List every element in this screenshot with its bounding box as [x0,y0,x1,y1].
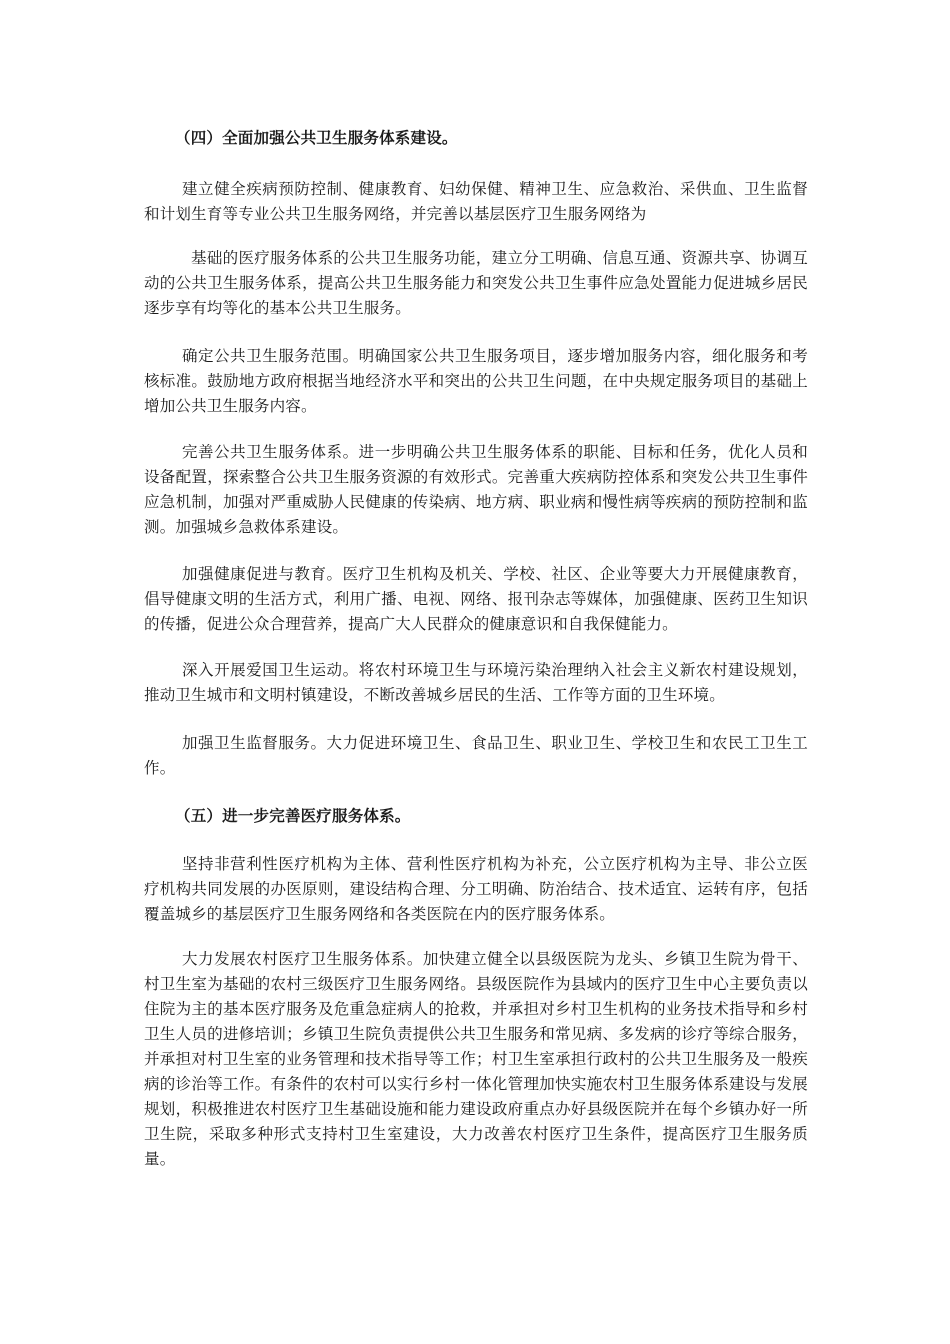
paragraph-patriotic-health-campaign: 深入开展爱国卫生运动。将农村环境卫生与环境污染治理纳入社会主义新农村建设规划，推动卫生城市和文明村镇建设，不断改善城乡居民的生活、工作等方面的卫生环境。 [144,661,808,704]
paragraph-medical-service-principle: 坚持非营利性医疗机构为主体、营利性医疗机构为补充，公立医疗机构为主导、非公立医疗机构共同发展的办医原则，建设结构合理、分工明确、防治结合、技术适宜、运转有序，包括覆盖城乡的基层医疗卫生服务网络和各类医院在内的医疗服务体系。 [144,855,808,923]
paragraph-health-education: 加强健康促进与教育。医疗卫生机构及机关、学校、社区、企业等要大力开展健康教育，倡导健康文明的生活方式，利用广播、电视、网络、报刊杂志等媒体，加强健康、医药卫生知识的传播，促进公众合理营养，提高广大人民群众的健康意识和自我保健能力。 [144,565,808,633]
paragraph-health-networks: 建立健全疾病预防控制、健康教育、妇幼保健、精神卫生、应急救治、采供血、卫生监督和计划生育等专业公共卫生服务网络，并完善以基层医疗卫生服务网络为 [144,180,808,223]
paragraph-health-supervision: 加强卫生监督服务。大力促进环境卫生、食品卫生、职业卫生、学校卫生和农民工卫生工作。 [144,734,808,777]
section-heading-4: （四）全面加强公共卫生服务体系建设。 [175,128,458,147]
paragraph-improve-system: 完善公共卫生服务体系。进一步明确公共卫生服务体系的职能、目标和任务，优化人员和设备配置，探索整合公共卫生服务资源的有效形式。完善重大疾病防控体系和突发公共卫生事件应急机制，加强对严重威胁人民健康的传染病、地方病、职业病和慢性病等疾病的预防控制和监测。加强城乡急救体系建设。 [144,443,808,536]
paragraph-public-health-system-function: 基础的医疗服务体系的公共卫生服务功能，建立分工明确、信息互通、资源共享、协调互动的公共卫生服务体系，提高公共卫生服务能力和突发公共卫生事件应急处置能力促进城乡居民逐步享有均等化的基本公共卫生服务。 [144,249,808,317]
section-heading-5: （五）进一步完善医疗服务体系。 [175,806,411,825]
paragraph-rural-medical-system: 大力发展农村医疗卫生服务体系。加快建立健全以县级医院为龙头、乡镇卫生院为骨干、村卫生室为基础的农村三级医疗卫生服务网络。县级医院作为县域内的医疗卫生中心主要负责以住院为主的基本医疗服务及危重急症病人的抢救，并承担对乡村卫生机构的业务技术指导和乡村卫生人员的进修培训；乡镇卫生院负责提供公共卫生服务和常见病、多发病的诊疗等综合服务，并承担对村卫生室的业务管理和技术指导等工作；村卫生室承担行政村的公共卫生服务及一般疾病的诊治等工作。有条件的农村可以实行乡村一体化管理加快实施农村卫生服务体系建设与发展规划，积极推进农村医疗卫生基础设施和能力建设政府重点办好县级医院并在每个乡镇办好一所卫生院，采取多种形式支持村卫生室建设，大力改善农村医疗卫生条件，提高医疗卫生服务质量。 [144,950,808,1168]
paragraph-service-scope: 确定公共卫生服务范围。明确国家公共卫生服务项目，逐步增加服务内容，细化服务和考核标准。鼓励地方政府根据当地经济水平和突出的公共卫生问题，在中央规定服务项目的基础上增加公共卫生服务内容。 [144,347,808,415]
